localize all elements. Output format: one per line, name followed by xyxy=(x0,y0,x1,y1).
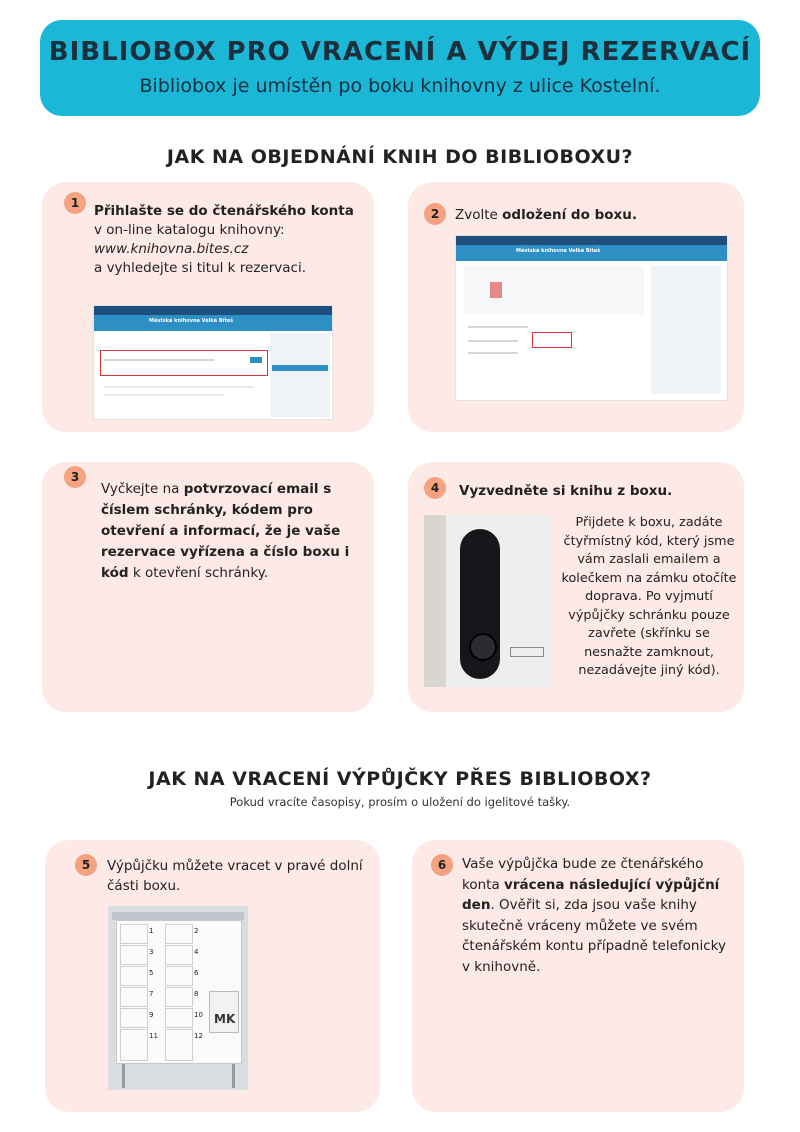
locker-door xyxy=(165,966,193,986)
return-slot xyxy=(209,991,239,1033)
catalog-url: www.knihovna.bites.cz xyxy=(94,241,249,257)
locker-door xyxy=(165,924,193,944)
box-option-highlight xyxy=(532,332,572,348)
section-title-return: JAK NA VRACENÍ VÝPŮJČKY PŘES BIBLIOBOX? xyxy=(148,768,652,790)
step-3-text-a: Vyčkejte na xyxy=(101,481,184,497)
locker-number: 2 xyxy=(194,927,199,935)
locker-door xyxy=(120,945,148,965)
step-6-text xyxy=(462,854,727,977)
step-2-bold: odložení do boxu. xyxy=(502,207,637,223)
catalog-screenshot-search xyxy=(93,305,333,420)
step-6-bold: vrácena následující výpůjční den xyxy=(462,876,720,913)
step-badge: 2 xyxy=(424,203,446,225)
library-logo: MK xyxy=(214,1012,236,1026)
step-badge: 1 xyxy=(64,192,86,214)
content-line xyxy=(104,386,254,388)
step-1-text xyxy=(94,202,364,278)
locker-door xyxy=(120,966,148,986)
step-2-text xyxy=(455,206,725,225)
step-1-bold: Přihlašte se do čtenářského konta xyxy=(94,203,354,219)
page-subtitle: Bibliobox je umístěn po boku knihovny z ulice Kostelní. xyxy=(139,75,661,97)
step-3-text-b: k otevření schránky. xyxy=(128,565,269,581)
content-line xyxy=(468,340,518,342)
catalog-sidebar xyxy=(270,333,330,417)
step-3-bold: potvrzovací email s číslem schránky, kódem pro otevření a informací, že je vaše rezervace vyřízena a číslo boxu i kód xyxy=(101,481,350,581)
locker-door xyxy=(165,1008,193,1028)
search-field xyxy=(104,359,214,361)
catalog-library-name-2: Městská knihovna Velká Bíteš xyxy=(516,248,601,254)
step-badge: 6 xyxy=(431,854,453,876)
catalog-sidebar-header xyxy=(272,365,328,371)
locker-number: 5 xyxy=(149,969,154,977)
locker-door xyxy=(165,1029,193,1061)
locker-door xyxy=(165,987,193,1007)
step-badge: 5 xyxy=(75,854,97,876)
content-line xyxy=(468,326,528,328)
step-2-card xyxy=(408,182,744,432)
locker-number: 6 xyxy=(194,969,199,977)
locker-door xyxy=(120,1029,148,1061)
search-form-highlight xyxy=(100,350,268,376)
step-4-card xyxy=(408,462,744,712)
content-line xyxy=(104,394,224,396)
box-leg xyxy=(232,1064,235,1088)
nav-bar xyxy=(456,236,727,245)
locker-number: 4 xyxy=(194,948,199,956)
locker-door xyxy=(165,945,193,965)
step-4-title: Vyzvedněte si knihu z boxu. xyxy=(459,483,673,499)
locker-number: 12 xyxy=(194,1032,203,1040)
locker-door xyxy=(120,1008,148,1028)
locker-cabinet xyxy=(116,920,242,1064)
box-leg xyxy=(122,1064,125,1088)
locker-door xyxy=(120,987,148,1007)
locker-number: 10 xyxy=(194,1011,203,1019)
bibliobox-photo xyxy=(108,906,248,1090)
step-1-card xyxy=(42,182,374,432)
step-1-text-a: v on-line katalogu knihovny: xyxy=(94,222,285,238)
locker-number: 9 xyxy=(149,1011,154,1019)
box-roof xyxy=(112,912,244,920)
catalog-sidebar xyxy=(651,266,721,394)
locker-door xyxy=(120,924,148,944)
search-button xyxy=(250,357,262,363)
step-badge: 3 xyxy=(64,466,86,488)
step-6-card xyxy=(412,840,744,1112)
section-title-order: JAK NA OBJEDNÁNÍ KNIH DO BIBLIOBOXU? xyxy=(166,146,634,168)
step-3-card xyxy=(42,462,374,712)
locker-number: 8 xyxy=(194,990,199,998)
catalog-library-name: Městská knihovna Velká Bíteš xyxy=(149,318,234,324)
step-5-text: Výpůjčku můžete vracet v pravé dolní části boxu. xyxy=(107,858,363,894)
wall-edge xyxy=(424,515,446,687)
step-1-text-b: a vyhledejte si titul k rezervaci. xyxy=(94,260,307,276)
header-banner xyxy=(40,20,760,116)
step-badge: 4 xyxy=(424,477,446,499)
locker-number: 3 xyxy=(149,948,154,956)
catalog-screenshot-reservation xyxy=(455,235,728,401)
book-cover-icon xyxy=(490,282,502,298)
step-2-text-a: Zvolte xyxy=(455,207,503,223)
locker-number: 1 xyxy=(149,927,154,935)
step-3-text xyxy=(101,479,361,584)
section-note: Pokud vracíte časopisy, prosím o uložení do igelitové tašky. xyxy=(229,795,571,809)
nav-bar xyxy=(94,306,332,315)
step-6-text-a: Vaše výpůjčka bude ze čtenářského konta xyxy=(462,856,704,893)
page-title: BIBLIOBOX PRO VRACENÍ A VÝDEJ REZERVACÍ xyxy=(48,37,752,67)
arrow-right-icon xyxy=(510,647,544,657)
locker-number: 11 xyxy=(149,1032,158,1040)
content-line xyxy=(468,352,518,354)
step-5-card xyxy=(45,840,380,1112)
step-4-text: Přijdete k boxu, zadáte čtyřmístný kód, který jsme vám zaslali emailem a kolečkem na zámku otočíte doprava. Po vyjmutí výpůjčky schránku pouze zavřete (skřínku se nesnažte zamknout, nezadávejte jiný kód). xyxy=(561,515,737,678)
locker-number: 7 xyxy=(149,990,154,998)
lock-knob xyxy=(469,633,497,661)
step-6-text-b: . Ověřit si, zda jsou vaše knihy skutečně vráceny můžete ve svém čtenářském kontu případně telefonicky v knihovně. xyxy=(462,897,726,975)
lock-photo xyxy=(424,515,552,687)
